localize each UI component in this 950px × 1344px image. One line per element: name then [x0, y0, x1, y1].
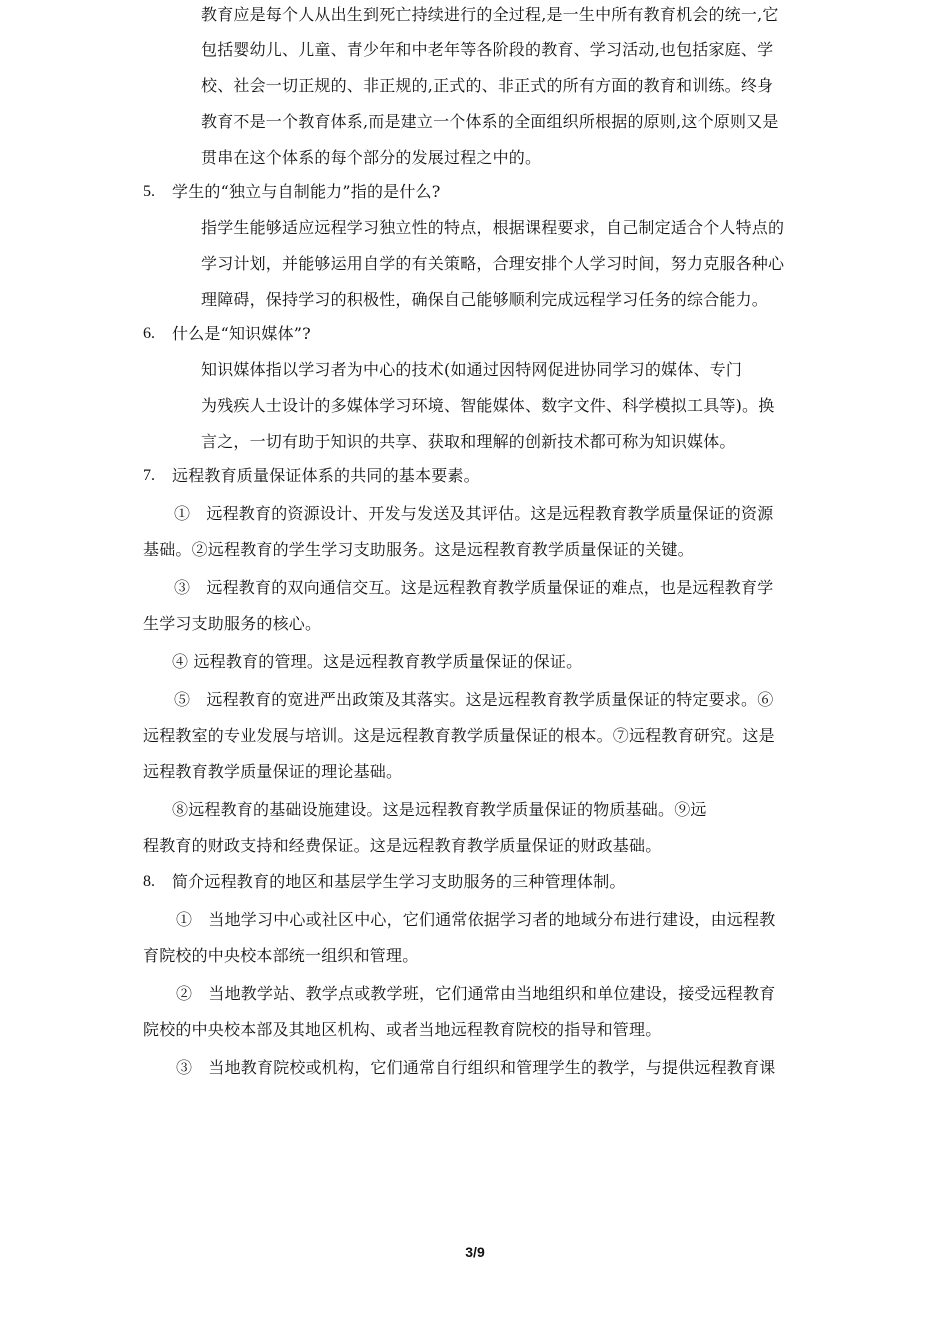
text-line: ① 远程教育的资源设计、开发与发送及其评估。这是远程教育教学质量保证的资源 — [174, 504, 774, 523]
item-number: 6. — [143, 325, 155, 342]
text-line: ② 当地教学站、教学点或教学班，它们通常由当地组织和单位建设，接受远程教育 — [176, 984, 776, 1003]
text-line: 校、社会一切正规的、非正规的,正式的、非正式的所有方面的教育和训练。终身 — [201, 76, 774, 95]
page-number: 3/9 — [465, 1244, 485, 1260]
item-number: 8. — [143, 873, 155, 890]
text-line: 指学生能够适应远程学习独立性的特点，根据课程要求，自己制定适合个人特点的 — [201, 218, 785, 237]
text-line: ⑤ 远程教育的宽进严出政策及其落实。这是远程教育教学质量保证的特定要求。⑥ — [174, 690, 774, 709]
text-line: 贯串在这个体系的每个部分的发展过程之中的。 — [201, 148, 542, 167]
item-number: 5. — [143, 183, 155, 200]
text-line: 远程教室的专业发展与培训。这是远程教育教学质量保证的根本。⑦远程教育研究。这是 — [143, 726, 775, 745]
text-line: ⑧远程教育的基础设施建设。这是远程教育教学质量保证的物质基础。⑨远 — [172, 800, 707, 819]
text-line: 生学习支助服务的核心。 — [143, 614, 322, 633]
text-line: ③ 当地教育院校或机构，它们通常自行组织和管理学生的教学，与提供远程教育课 — [176, 1058, 776, 1077]
text-line: ① 当地学习中心或社区中心，它们通常依据学习者的地域分布进行建设，由远程教 — [176, 910, 776, 929]
text-line: 基础。②远程教育的学生学习支助服务。这是远程教育教学质量保证的关键。 — [143, 540, 694, 559]
question-heading: 远程教育质量保证体系的共同的基本要素。 — [172, 466, 480, 485]
text-line: 程教育的财政支持和经费保证。这是远程教育教学质量保证的财政基础。 — [143, 836, 662, 855]
question-heading: 学生的“独立与自制能力”指的是什么? — [172, 182, 441, 201]
item-number: 7. — [143, 467, 155, 484]
text-line: ④ 远程教育的管理。这是远程教育教学质量保证的保证。 — [172, 652, 583, 671]
text-line: 学习计划，并能够运用自学的有关策略，合理安排个人学习时间，努力克服各种心 — [201, 254, 785, 273]
text-line: 育院校的中央校本部统一组织和管理。 — [143, 946, 419, 965]
text-line: 包括婴幼儿、儿童、青少年和中老年等各阶段的教育、学习活动,也包括家庭、学 — [201, 40, 774, 59]
text-line: 理障碍，保持学习的积极性，确保自己能够顺利完成远程学习任务的综合能力。 — [201, 290, 769, 309]
text-line: 为残疾人士设计的多媒体学习环境、智能媒体、数字文件、科学模拟工具等)。换 — [201, 396, 775, 415]
text-line: 院校的中央校本部及其地区机构、或者当地远程教育院校的指导和管理。 — [143, 1020, 662, 1039]
text-line: ③ 远程教育的双向通信交互。这是远程教育教学质量保证的难点，也是远程教育学 — [174, 578, 774, 597]
text-line: 教育应是每个人从出生到死亡持续进行的全过程,是一生中所有教育机会的统一,它 — [201, 5, 779, 24]
text-line: 知识媒体指以学习者为中心的技术(如通过因特网促进协同学习的媒体、专门 — [201, 360, 743, 379]
text-line: 言之，一切有助于知识的共享、获取和理解的创新技术都可称为知识媒体。 — [201, 432, 736, 451]
text-line: 远程教育教学质量保证的理论基础。 — [143, 762, 403, 781]
question-heading: 什么是“知识媒体”? — [172, 324, 311, 343]
question-heading: 简介远程教育的地区和基层学生学习支助服务的三种管理体制。 — [172, 872, 626, 891]
text-line: 教育不是一个教育体系,而是建立一个体系的全面组织所根据的原则,这个原则又是 — [201, 112, 779, 131]
